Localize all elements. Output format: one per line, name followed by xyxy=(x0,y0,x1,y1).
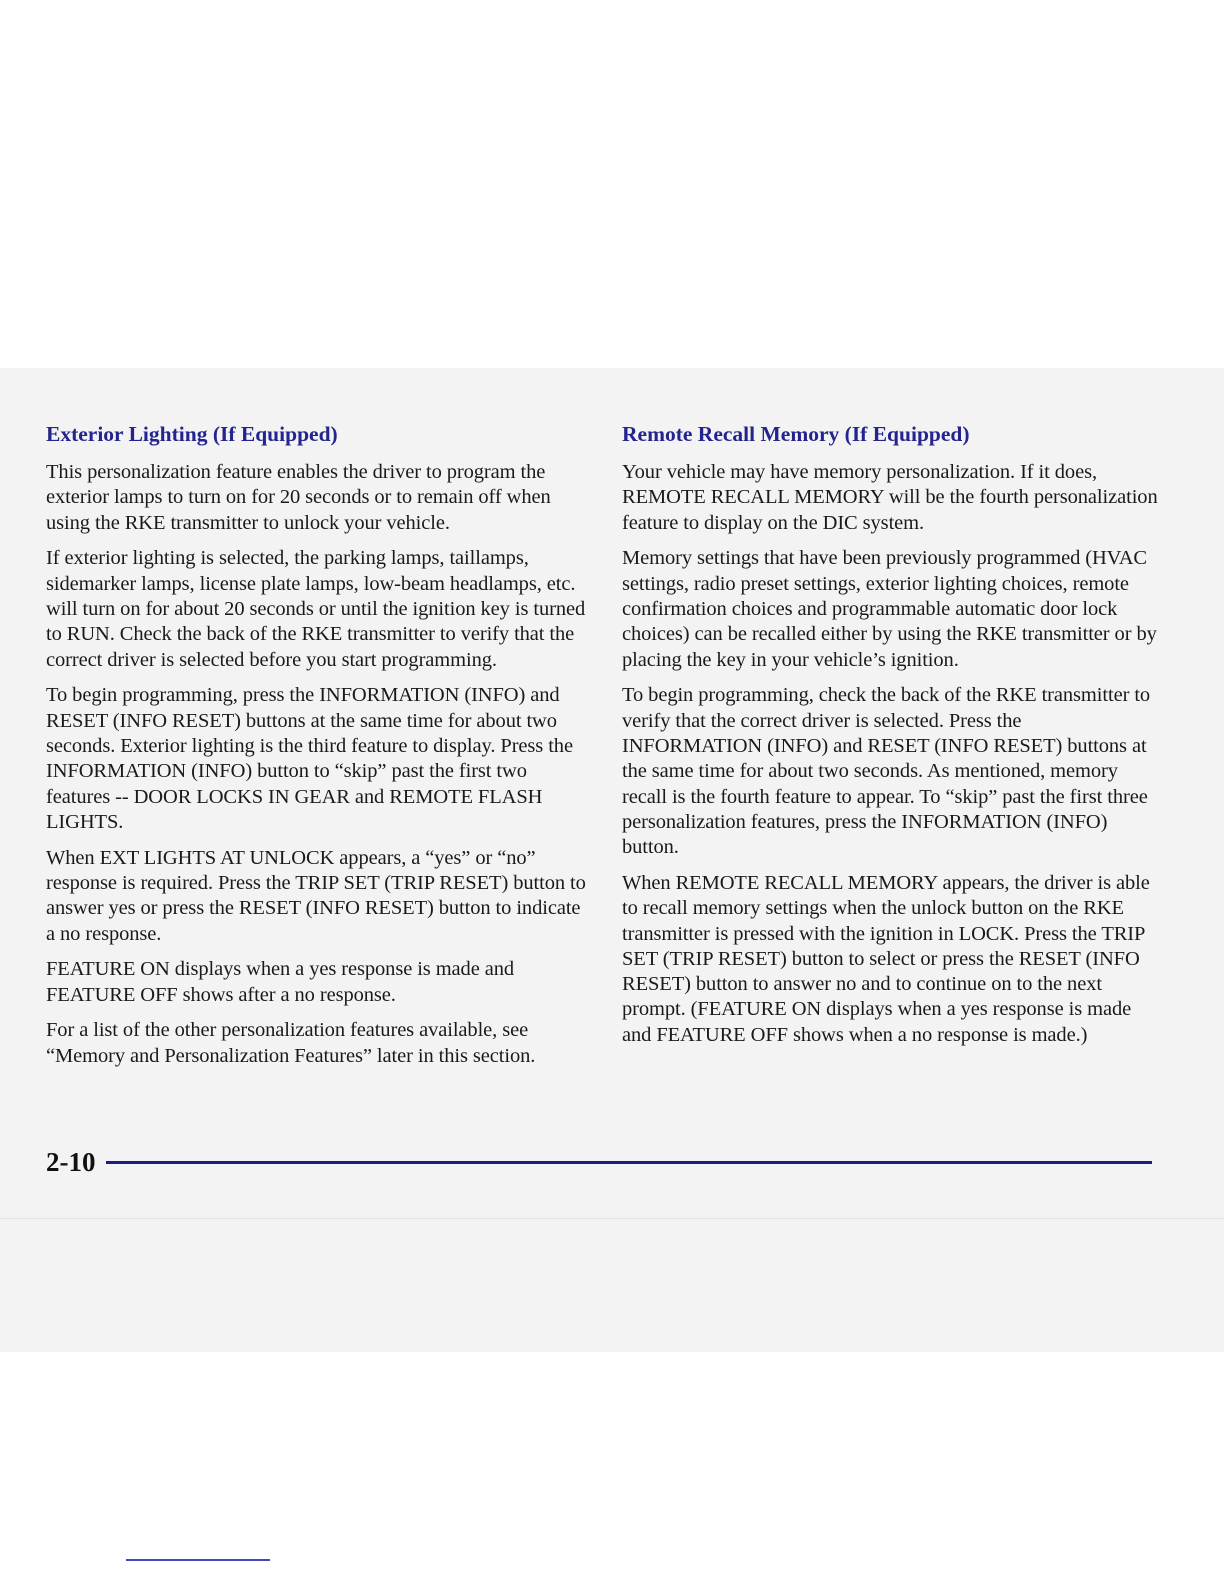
exterior-lighting-paragraph-3: To begin programming, press the INFORMATION (INFO) and RESET (INFO RESET) buttons at the same time for about two seconds. Exterior lighting is the third feature to display. Press the INFORMATION (INFO) button to “skip” past the first two features -- DOOR LOCKS IN GEAR and REMOTE FLASH LIGHTS. xyxy=(46,684,573,833)
remote-recall-memory-heading: Remote Recall Memory (If Equipped) xyxy=(622,422,970,446)
remote-recall-paragraph-4: When REMOTE RECALL MEMORY appears, the driver is able to recall memory settings when the unlock button on the RKE transmitter is pressed with the ignition in LOCK. Press the TRIP SET (TRIP RESET) button to select or press the RESET (INFO RESET) button to answer no and to continue on to the next prompt. (FEATURE ON displays when a yes response is made and FEATURE OFF shows when a no response is made.) xyxy=(622,871,1150,1046)
page-divider xyxy=(0,1218,1224,1219)
footer-rule xyxy=(106,1161,1152,1164)
exterior-lighting-paragraph-2: If exterior lighting is selected, the parking lamps, taillamps, sidemarker lamps, license plate lamps, low-beam headlamps, etc. will turn on for about 20 seconds or until the ignition key is turned to RUN. Check the back of the RKE transmitter to verify that the correct driver is selected before you start programming. xyxy=(46,547,586,671)
exterior-lighting-paragraph-1: This personalization feature enables the driver to program the exterior lamps to turn on for 20 seconds or to remain off when using the RKE transmitter to unlock your vehicle. xyxy=(46,461,551,534)
remote-recall-paragraph-1: Your vehicle may have memory personalization. If it does, REMOTE RECALL MEMORY will be the fourth personalization feature to display on the DIC system. xyxy=(622,461,1158,534)
exterior-lighting-paragraph-6: For a list of the other personalization features available, see “Memory and Personalization Features” later in this section. xyxy=(46,1019,536,1067)
remote-recall-paragraph-2: Memory settings that have been previously programmed (HVAC settings, radio preset settings, exterior lighting choices, remote confirmation choices and programmable automatic door lock choices) can be recalled either by using the RKE transmitter or by placing the key in your vehicle’s ignition. xyxy=(622,547,1157,671)
exterior-lighting-heading: Exterior Lighting (If Equipped) xyxy=(46,422,338,446)
right-column xyxy=(622,421,1162,1059)
page-number: 2-10 xyxy=(46,1147,96,1177)
exterior-lighting-paragraph-4: When EXT LIGHTS AT UNLOCK appears, a “yes” or “no” response is required. Press the TRIP SET (TRIP RESET) button to answer yes or press the RESET (INFO RESET) button to indicate a no response. xyxy=(46,846,586,945)
left-column xyxy=(46,421,586,1080)
exterior-lighting-paragraph-5: FEATURE ON displays when a yes response is made and FEATURE OFF shows after a no response. xyxy=(46,958,515,1006)
bottom-link-underline[interactable] xyxy=(126,1559,270,1561)
remote-recall-paragraph-3: To begin programming, check the back of the RKE transmitter to verify that the correct driver is selected. Press the INFORMATION (INFO) and RESET (INFO RESET) buttons at the same time for about two seconds. As mentioned, memory recall is the fourth feature to appear. To “skip” past the first three personalization features, press the INFORMATION (INFO) button. xyxy=(622,684,1151,859)
